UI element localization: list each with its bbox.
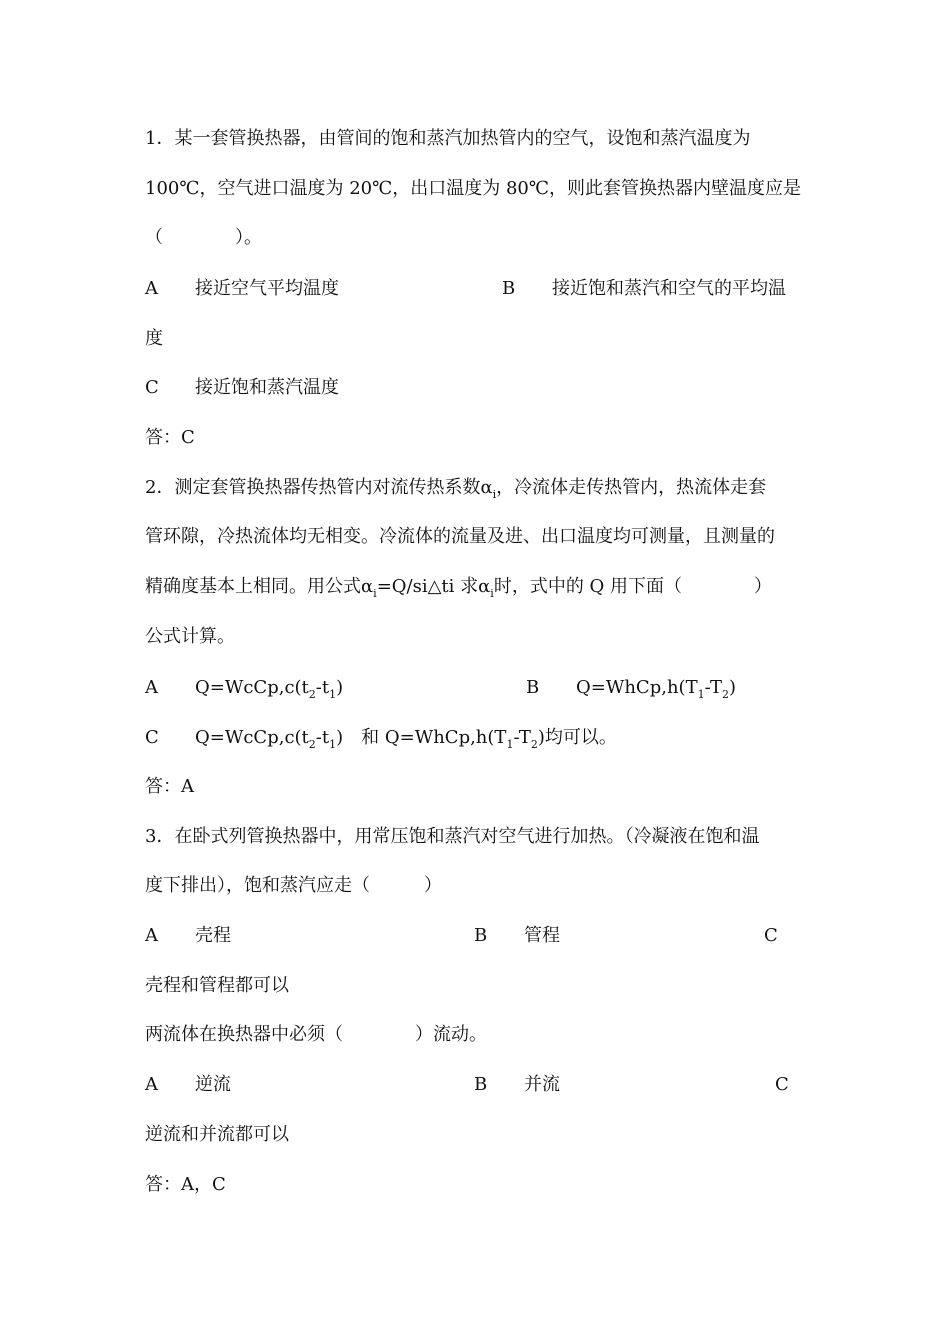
q4-answer: 答：A，C [145, 1174, 226, 1195]
q3-line-1: 3．在卧式列管换热器中，用常压饱和蒸汽对空气进行加热。（冷凝液在饱和温 [145, 826, 760, 847]
text-run: 精确度基本上相同。用公式α [145, 576, 374, 597]
subscript: 1 [329, 738, 337, 751]
subscript: i [490, 587, 494, 600]
text-run: 2．测定套管换热器传热管内对流传热系数α [145, 477, 493, 498]
q1-option-a [145, 277, 339, 301]
q2-option-b [526, 676, 736, 700]
q4-line-1: 两流体在换热器中必须（ ）流动。 [145, 1024, 487, 1045]
q1-option-b-continued: 度 [145, 328, 163, 349]
text-run: =Q/si△ti 求α [376, 576, 491, 597]
formula-run: )均可以。 [537, 727, 617, 748]
formula-run: -T [513, 727, 531, 748]
option-text: 接近饱和蒸汽温度 [195, 377, 339, 398]
formula-run: -T [704, 677, 723, 698]
option-letter: C [145, 727, 159, 748]
option-text: 接近饱和蒸汽和空气的平均温 [552, 278, 786, 299]
q3-option-b [474, 924, 560, 948]
q3-option-a [145, 924, 231, 948]
subscript: 2 [308, 688, 316, 701]
formula-run: ) [336, 677, 344, 698]
q2-line-1 [145, 476, 766, 500]
q2-line-4: 公式计算。 [145, 626, 235, 647]
formula-run: -t [315, 727, 330, 748]
q1-option-b [502, 277, 786, 301]
q3-line-2: 度下排出），饱和蒸汽应走（ ） [145, 875, 442, 896]
option-letter: B [474, 925, 488, 946]
q4-option-c-text: 逆流和并流都可以 [145, 1124, 289, 1145]
q1-line-2: 100℃，空气进口温度为 20℃，出口温度为 80℃，则此套管换热器内壁温度应是 [145, 178, 802, 199]
option-text: 壳程 [195, 925, 231, 946]
option-letter: A [145, 278, 158, 299]
subscript: 2 [308, 738, 316, 751]
option-text: 并流 [524, 1074, 560, 1095]
option-text: 逆流 [195, 1074, 231, 1095]
q1-option-c [145, 376, 339, 400]
subscript: i [492, 488, 497, 501]
option-text: 接近空气平均温度 [195, 278, 339, 299]
q2-line-2: 管环隙，冷热流体均无相变。冷流体的流量及进、出口温度均可测量，且测量的 [145, 526, 775, 547]
subscript: 2 [530, 738, 538, 751]
text-run: ，冷流体走传热管内，热流体走套 [496, 477, 767, 498]
formula-run: ) [336, 727, 344, 748]
q4-option-b [474, 1073, 560, 1097]
subscript: i [373, 587, 377, 600]
option-letter: B [526, 677, 540, 698]
q2-option-a [145, 676, 343, 700]
formula-run: Q=WcCp,c(t [195, 677, 309, 698]
option-letter: A [145, 677, 158, 698]
option-letter: B [502, 278, 516, 299]
subscript: 2 [722, 688, 730, 701]
formula-run: 和 Q=WhCp,h(T [343, 727, 507, 748]
q1-answer: 答：C [145, 427, 195, 448]
q2-option-c [145, 726, 617, 750]
formula-run: ) [729, 677, 737, 698]
text-run: 时，式中的 Q 用下面（ ） [493, 576, 773, 597]
q4-option-c-letter: C [775, 1074, 789, 1095]
q1-line-3: （ ）。 [145, 227, 262, 248]
subscript: 1 [506, 738, 514, 751]
formula-run: Q=WhCp,h(T [576, 677, 698, 698]
option-letter: C [145, 377, 159, 398]
option-letter: A [145, 925, 158, 946]
formula-run: Q=WcCp,c(t [195, 727, 309, 748]
q2-answer: 答：A [145, 776, 194, 797]
option-letter: B [474, 1074, 488, 1095]
subscript: 1 [697, 688, 705, 701]
q3-option-c-letter: C [764, 925, 778, 946]
q4-option-a [145, 1073, 231, 1097]
subscript: 1 [329, 688, 337, 701]
q1-line-1: 1．某一套管换热器，由管间的饱和蒸汽加热管内的空气，设饱和蒸汽温度为 [145, 128, 751, 149]
q2-line-3 [145, 575, 772, 599]
option-text: 管程 [524, 925, 560, 946]
option-letter: A [145, 1074, 158, 1095]
q3-option-c-text: 壳程和管程都可以 [145, 975, 289, 996]
formula-run: -t [315, 677, 330, 698]
